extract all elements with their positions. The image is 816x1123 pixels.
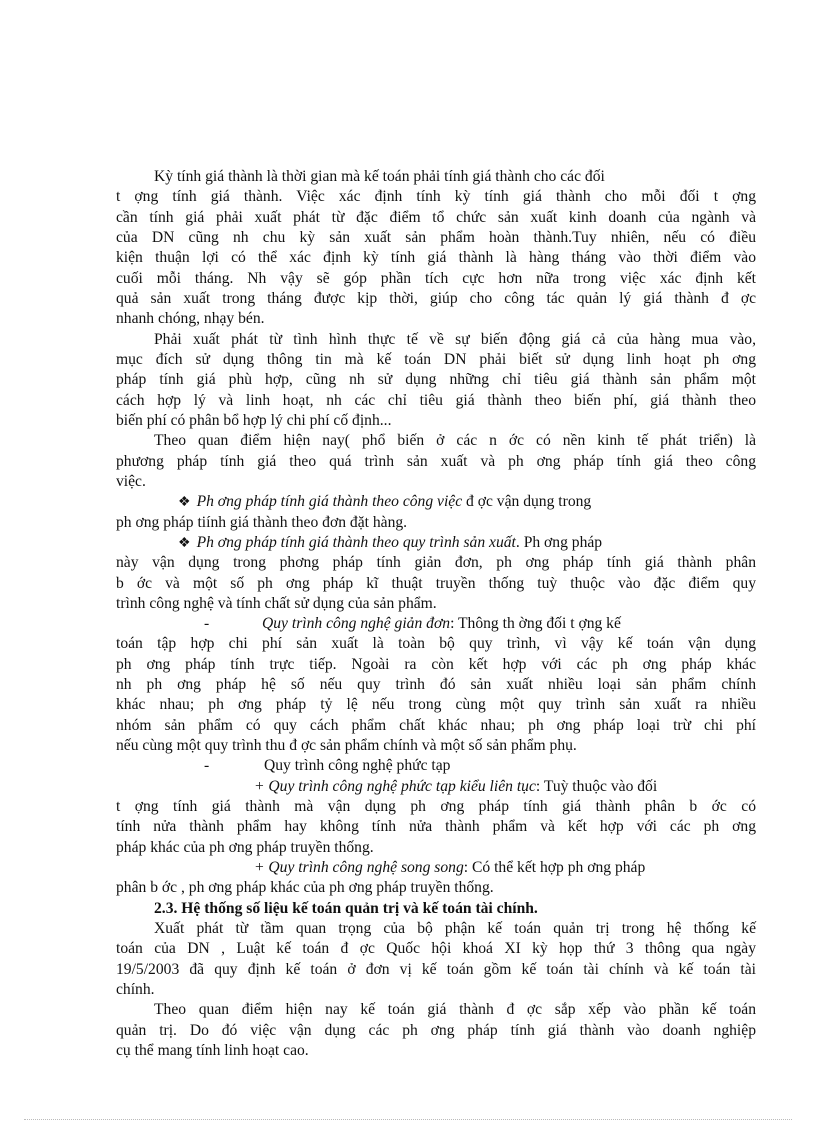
diamond-bullet-icon: ❖ (178, 495, 191, 511)
text-line: t ợng tính giá thành mà vận dụng ph ơng pháp tính giá thành phân b ớc có (116, 798, 756, 816)
plus-item (254, 857, 756, 879)
text-line: phân b ớc , ph ơng pháp khác của ph ơng pháp truyền thống. (116, 879, 494, 897)
plus-heading: + Quy trình công nghệ song song (254, 859, 464, 877)
text-line: quản trị. Do đó việc vận dụng các ph ơng pháp tính giá thành vào doanh nghiệp (116, 1021, 756, 1039)
dash-bullet: - (204, 615, 210, 633)
plus-item (254, 776, 756, 798)
text-line: tính nửa thành phẩm hay không tính nửa thành phẩm và kết hợp với các ph ơng (116, 818, 756, 836)
text-line: nh ph ơng pháp hệ số nếu quy trình đó sản xuất nhiều loại sản phẩm chính (116, 676, 756, 694)
section-heading: 2.3. Hệ thống số liệu kế toán quản trị và kế toán tài chính. (154, 899, 538, 917)
text-line: Theo quan điểm hiện nay kế toán giá thành đ ợc sắp xếp vào phần kế toán (154, 1001, 756, 1019)
text-line: Phải xuất phát từ tình hình thực tế về sự biến động giá cả của hàng mua vào, (154, 330, 756, 348)
text-line: việc. (116, 472, 146, 490)
plus-text: : Tuỳ thuộc vào đối (535, 777, 658, 795)
bullet-text: đ ợc vận dụng trong (462, 493, 592, 511)
text-line: nhóm sản phẩm có quy cách phẩm chất khác nhau; ph ơng pháp loại trừ chi phí (116, 716, 756, 734)
text-line: kiện thuận lợi có thể xác định kỳ tính giá thành là hàng tháng vào thời điểm vào (116, 249, 756, 267)
dash-heading: Quy trình công nghệ giản đơn (262, 615, 451, 633)
text-line: cách hợp lý và linh hoạt, nh các chỉ tiêu giá thành theo biến phí, giá thành theo (116, 391, 756, 409)
text-line: t ợng tính giá thành. Việc xác định tính kỳ tính giá thành cho mỗi đối t ợng (116, 188, 756, 206)
text-line: biến phí có phân bổ hợp lý chi phí cố định... (116, 411, 392, 429)
bullet-heading: Ph ơng pháp tính giá thành theo quy trình sản xuất (196, 533, 516, 551)
text-line: mục đích sử dụng thông tin mà kế toán DN phải biết sử dụng linh hoạt ph ơng (116, 350, 756, 368)
text-line: toán của DN , Luật kế toán đ ợc Quốc hội khoá XI kỳ họp thứ 3 thông qua ngày (116, 940, 756, 958)
text-line: Theo quan điểm hiện nay( phổ biến ở các n ớc có nền kinh tế phát triển) là (154, 432, 756, 450)
text-line: nhanh chóng, nhạy bén. (116, 310, 265, 328)
bullet-heading: Ph ơng pháp tính giá thành theo công việc (196, 493, 463, 511)
text-line: toán tập hợp chi phí sản xuất là toàn bộ quy trình, vì vậy kế toán vận dụng (116, 635, 756, 653)
dash-bullet: - (204, 757, 210, 775)
text-line: cần tính giá phải xuất phát từ đặc điểm tổ chức sản xuất kinh doanh của ngành và (116, 208, 756, 226)
page-footer-divider (24, 1119, 792, 1120)
dash-item (262, 613, 756, 635)
text-line: cụ thể mang tính linh hoạt cao. (116, 1042, 309, 1059)
text-line: ph ơng pháp tính trực tiếp. Ngoài ra còn kết hợp với các ph ơng pháp khác (116, 655, 756, 673)
text-line: phương pháp tính giá theo quá trình sản xuất và ph ơng pháp tính giá theo công (116, 452, 756, 470)
text-line: pháp khác của ph ơng pháp truyền thống. (116, 838, 374, 856)
text-line: pháp tính giá phù hợp, cũng nh sử dụng những chỉ tiêu giá thành sản phẩm một (116, 371, 756, 389)
bullet-text: . Ph ơng pháp (515, 533, 603, 551)
text-line: chính. (116, 981, 155, 999)
text-line: cuối mỗi tháng. Nh vậy sẽ góp phần tích cực hơn nữa trong việc xác định kết (116, 269, 756, 287)
text-line: ph ơng pháp tiính giá thành theo đơn đặt hàng. (116, 513, 408, 531)
dash-heading: Quy trình công nghệ phức tạp (264, 757, 451, 775)
diamond-bullet-icon: ❖ (178, 535, 191, 551)
text-line: Kỳ tính giá thành là thời gian mà kế toán phải tính giá thành cho các đối (154, 168, 605, 185)
plus-text: : Có thể kết hợp ph ơng pháp (463, 859, 646, 877)
text-line: quả sản xuất trong tháng được kịp thời, giúp cho công tác quản lý giá thành đ ợc (116, 289, 756, 307)
dash-text: : Thông th ờng đối t ợng kế (450, 615, 621, 633)
text-line: của DN cũng nh chu kỳ sản xuất sản phẩm hoàn thành.Tuy nhiên, nếu có điều (116, 228, 756, 246)
text-line: b ớc và một số ph ơng pháp kĩ thuật truyền thống tuỳ thuộc vào đặc điểm quy (116, 574, 756, 592)
text-line: này vận dụng trong phơng pháp tính giản đơn, ph ơng pháp tính giá thành phân (116, 554, 756, 572)
text-line: nếu cùng một quy trình thu đ ợc sản phẩm chính và một số sản phẩm phụ. (116, 737, 577, 755)
text-line: Xuất phát từ tầm quan trọng của bộ phận kế toán quản trị trong hệ thống kế (154, 920, 756, 938)
plus-heading: + Quy trình công nghệ phức tạp kiểu liên tục (254, 777, 536, 795)
text-line: 19/5/2003 đã quy định kế toán ở đơn vị kế toán gồm kế toán tài chính và kế toán tài (116, 960, 756, 978)
text-line: trình công nghệ và tính chất sử dụng của sản phẩm. (116, 594, 437, 612)
text-line: khác nhau; ph ơng pháp tỷ lệ nếu trong cùng một quy trình sản xuất ra nhiều (116, 696, 756, 714)
